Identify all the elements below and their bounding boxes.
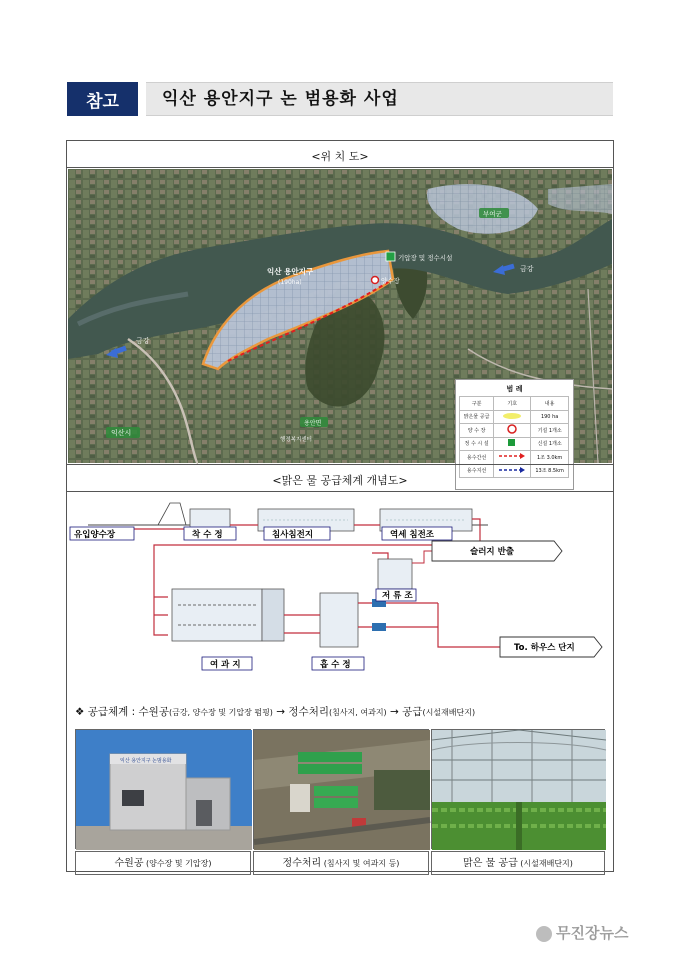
legend-symbol-area bbox=[494, 410, 531, 424]
supply-system-text bbox=[75, 704, 475, 719]
water-supply-diagram bbox=[68, 497, 612, 689]
legend-table bbox=[459, 396, 569, 478]
storage-label: 저 류 조 bbox=[382, 591, 413, 601]
diagram-caption: <맑은 물 공급체계 개념도> bbox=[272, 474, 408, 487]
legend-header-category: 구분 bbox=[460, 397, 494, 411]
district-label: 익산 용안지구 bbox=[267, 267, 314, 276]
legend-row-content: 신설 1개소 bbox=[531, 437, 569, 451]
intake-well-label: 흡 수 정 bbox=[320, 660, 351, 670]
photo-caption-main: 수원공 bbox=[114, 858, 144, 869]
divider bbox=[67, 464, 613, 465]
house-complex-label: To. 하우스 단지 bbox=[514, 643, 575, 653]
supply-note: (시설재배단지) bbox=[422, 708, 476, 717]
photo-caption-main: 맑은 물 공급 bbox=[463, 858, 518, 869]
inlet-pump-label: 유입양수장 bbox=[74, 530, 116, 540]
building-sign: 익산 용안지구 논범용화 bbox=[120, 758, 172, 764]
legend-row-content: 1조 3.0km bbox=[531, 451, 569, 465]
sludge-label: 슬러지 반출 bbox=[470, 547, 515, 557]
supply-mid: → 정수처리 bbox=[272, 706, 329, 718]
photo-water-source bbox=[75, 729, 251, 849]
legend-symbol-main-line bbox=[494, 451, 531, 465]
location-map bbox=[68, 169, 612, 475]
facility-label: 기압장 및 정수시설 bbox=[398, 254, 453, 262]
watermark-logo-icon bbox=[536, 926, 552, 942]
river-left-label: 금강 bbox=[136, 337, 150, 345]
legend-symbol-pump bbox=[494, 424, 531, 438]
reverse-tank-label: 역세 침전조 bbox=[390, 530, 435, 540]
supply-end: → 공급 bbox=[386, 706, 423, 718]
sedimentation-label: 침사침전지 bbox=[272, 530, 314, 540]
supply-prefix: ❖ 공급체계 : 수원공 bbox=[75, 706, 169, 718]
district-area-label: (190ha) bbox=[278, 279, 302, 286]
photo-caption-sub: (양수장 및 기압장) bbox=[143, 859, 212, 868]
caption-water-source bbox=[75, 851, 251, 875]
map-caption: <위 치 도> bbox=[311, 150, 369, 163]
watermark-text: 무진장뉴스 bbox=[556, 924, 629, 942]
legend-row-name: 용수간선 bbox=[460, 451, 494, 465]
photo-caption-sub: (침사지 및 여과지 등) bbox=[321, 859, 400, 868]
photo-clean-water-supply bbox=[431, 729, 605, 849]
legend-row-content: 13조 8.5km bbox=[531, 464, 569, 478]
legend-header-symbol: 기호 bbox=[494, 397, 531, 411]
legend-symbol-facility bbox=[494, 437, 531, 451]
supply-note: (금강, 양수장 및 기압장 펌핑) bbox=[168, 708, 273, 717]
photo-water-treatment bbox=[253, 729, 429, 849]
river-right-label: 금강 bbox=[520, 265, 534, 273]
divider bbox=[67, 167, 613, 168]
pump-label: 양수장 bbox=[381, 277, 400, 285]
caption-clean-water-supply bbox=[431, 851, 605, 875]
watermark bbox=[536, 922, 676, 952]
photo-caption-sub: (시설재배단지) bbox=[517, 859, 573, 868]
legend-row-content: 190 ha bbox=[531, 410, 569, 424]
divider bbox=[67, 491, 613, 492]
yongan-label: 용안면 bbox=[304, 420, 322, 427]
legend-row-name: 정 수 시 설 bbox=[460, 437, 494, 451]
supply-note: (침사지, 여과지) bbox=[328, 708, 387, 717]
title-bar bbox=[146, 82, 613, 116]
buyeo-label: 부여군 bbox=[483, 210, 502, 218]
legend-row-content: 기설 1개소 bbox=[531, 424, 569, 438]
legend-row-name: 용수지선 bbox=[460, 464, 494, 478]
process-diagram bbox=[68, 497, 612, 689]
iksan-label: 익산시 bbox=[111, 429, 132, 437]
legend-header-content: 내용 bbox=[531, 397, 569, 411]
legend-row-name: 양 수 장 bbox=[460, 424, 494, 438]
photo-caption-main: 정수처리 bbox=[282, 858, 322, 869]
content-frame bbox=[66, 140, 614, 872]
page-title: 익산 용안지구 논 범용화 사업 bbox=[162, 89, 399, 109]
caption-water-treatment bbox=[253, 851, 429, 875]
filter-label: 여 과 지 bbox=[210, 660, 241, 670]
legend-title: 범 례 bbox=[506, 385, 523, 393]
office-label: 행정복지센터 bbox=[280, 437, 312, 443]
receiving-well-label: 착 수 정 bbox=[192, 530, 223, 540]
legend-row-name: 맑은물 공급 bbox=[460, 410, 494, 424]
reference-badge: 참고 bbox=[67, 82, 138, 116]
